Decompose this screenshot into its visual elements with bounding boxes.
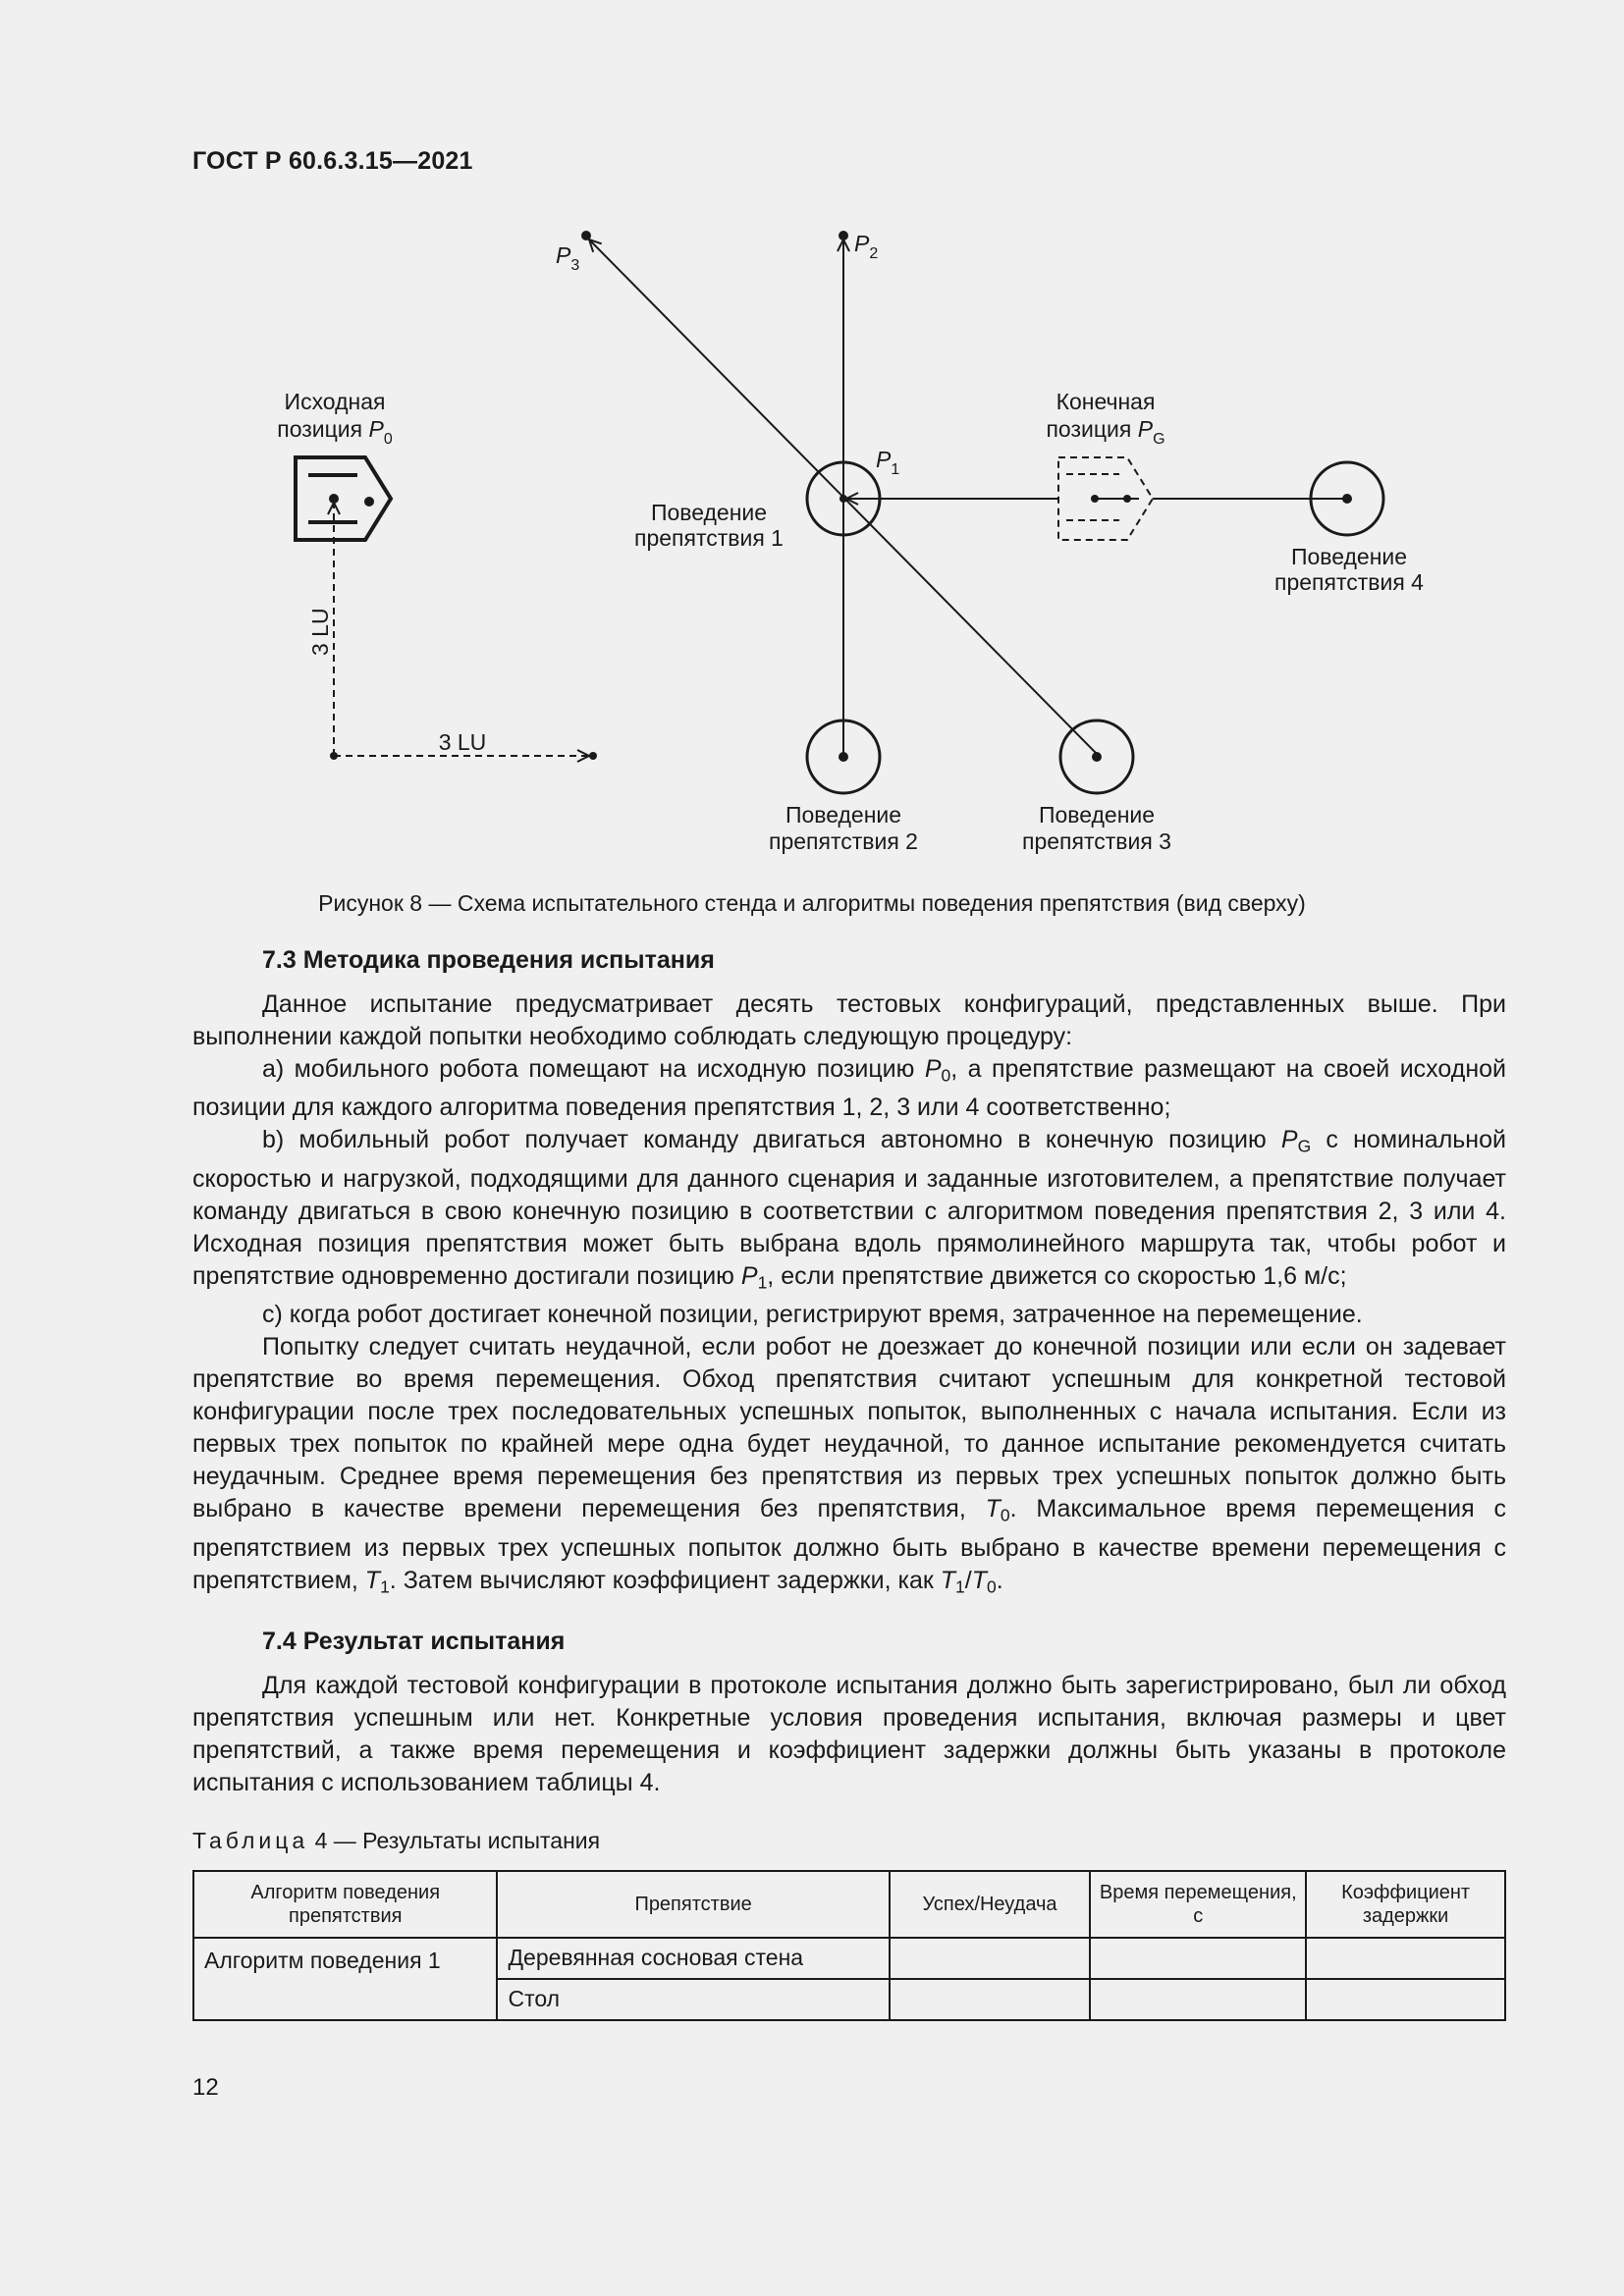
empty-cell <box>1090 1938 1306 1979</box>
empty-cell <box>1090 1979 1306 2020</box>
behavior-2-label-line1: Поведение <box>785 802 902 828</box>
behavior-1-label-line2: препятствия 1 <box>634 525 784 551</box>
behavior-3-point <box>1092 752 1102 762</box>
behavior-4-point <box>1342 494 1352 504</box>
behavior-4-label-line1: Поведение <box>1290 544 1408 569</box>
p1-point <box>839 495 847 503</box>
dimension-vertical-label: 3 LU <box>307 608 333 656</box>
obstacle-cell: Стол <box>497 1979 889 2020</box>
page-number: 12 <box>192 2074 219 2101</box>
behavior-2-point <box>839 752 848 762</box>
document-header: ГОСТ Р 60.6.3.15—2021 <box>192 147 473 175</box>
table-row <box>193 1938 1505 1979</box>
header-delay-coefficient: Коэффициент задержки <box>1306 1871 1505 1938</box>
procedure-step-b: b) мобильный робот получает команду двигаться автономно в конечную позицию $P_G$ с номинальной скоростью и нагрузкой, подходящими для данного сценария и заданные изготовителем, а препятствие получает команду двигаться в свою конечную позицию в соответствии с алгоритмом поведения препятствия 2, 3 или 4. Исходная позиция препятствия может быть выбрана вдоль прямолинейного маршрута так, чтобы робот и препятствие одновременно достигали позицию $P_1$, если препятствие движется со скоростью 1,6 м/с; <box>192 1126 1506 1293</box>
behavior-1-label-line1: Поведение <box>650 500 768 525</box>
behavior-3-label-line2: препятствия 3 <box>1022 828 1171 854</box>
start-label-line1: Исходная <box>284 389 386 414</box>
section-7-4-title: 7.4 Результат испытания <box>262 1627 566 1655</box>
header-algorithm: Алгоритм поведения препятствия <box>193 1871 497 1938</box>
document-body <box>192 944 1506 2021</box>
header-obstacle: Препятствие <box>497 1871 889 1938</box>
header-travel-time: Время перемещения, с <box>1090 1871 1306 1938</box>
failure-criteria-paragraph: Попытку следует считать неудачной, если робот не доезжает до конечной позиции или если он задевает препятствие во время перемещения. Обход препятствия считают успешным для конкретной тестовой конфигурации после трех последовательных успешных попыток, выполненных с начала испытания. Если из первых трех попыток по крайней мере одна будет неудачной, то данное испытание рекомендуется считать неудачным. Среднее время перемещения без препятствия из первых трех успешных попыток должно быть выбрано в качестве времени перемещения без препятствия, $T_0$. Максимальное время перемещения с препятствием из первых трех успешных попыток должно быть выбрано в качестве времени перемещения с препятствием, $T_1$. Затем вычисляют коэффициент задержки, как $T_1/T_0$. <box>192 1333 1506 1596</box>
header-success-failure: Успех/Неудача <box>890 1871 1091 1938</box>
section-7-3-title: 7.3 Методика проведения испытания <box>262 946 715 974</box>
empty-cell <box>890 1938 1091 1979</box>
behavior-3-label-line1: Поведение <box>1038 802 1156 828</box>
p3-label: $P_3$ <box>556 242 580 274</box>
goal-label-line2: позиция $P_G$ <box>1046 416 1165 448</box>
goal-robot-icon <box>1058 457 1153 540</box>
behavior-2-label-line2: препятствия 2 <box>769 828 918 854</box>
section-7-4-text: Для каждой тестовой конфигурации в протоколе испытания должно быть зарегистрировано, был ли обход препятствия успешным или нет. Конкретные условия проведения испытания, включая размеры и цвет препятствий, а также время перемещения и коэффициент задержки должны быть указаны в протоколе испытания с использованием таблицы 4. <box>192 1671 1506 1796</box>
goal-label-line1: Конечная <box>1056 389 1156 414</box>
p2-label: $P_2$ <box>854 231 879 262</box>
section-7-3-intro: Данное испытание предусматривает десять тестовых конфигураций, представленных выше. При выполнении каждой попытки необходимо соблюдать следующую процедуру: <box>192 990 1506 1050</box>
p1-label: $P_1$ <box>876 447 900 478</box>
empty-cell <box>1306 1979 1505 2020</box>
procedure-step-a: а) мобильного робота помещают на исходную позицию $P_0$, а препятствие размещают на своей исходной позиции для каждого алгоритма поведения препятствия 1, 2, 3 или 4 соответственно; <box>192 1055 1506 1122</box>
dimension-end-point <box>589 752 597 760</box>
p3-point <box>581 231 591 240</box>
empty-cell <box>1306 1938 1505 1979</box>
behavior-4-label-line2: препятствия 4 <box>1274 569 1424 595</box>
dimension-origin-point <box>330 752 338 760</box>
test-bench-diagram <box>0 0 1624 883</box>
start-robot-icon <box>296 457 391 540</box>
results-table <box>192 1870 1506 2021</box>
table-caption: Таблица 4 — Результаты испытания <box>192 1827 601 1853</box>
p2-point <box>839 231 848 240</box>
dimension-horizontal-label: 3 LU <box>438 729 487 755</box>
algorithm-cell: Алгоритм поведения 1 <box>193 1938 497 2020</box>
table-header-row <box>193 1871 1505 1938</box>
empty-cell <box>890 1979 1091 2020</box>
start-label-line2: позиция $P_0$ <box>277 416 393 448</box>
procedure-step-c: с) когда робот достигает конечной позиции, регистрируют время, затраченное на перемещение. <box>262 1301 1363 1329</box>
obstacle-cell: Деревянная сосновая стена <box>497 1938 889 1979</box>
figure-caption: Рисунок 8 — Схема испытательного стенда и алгоритмы поведения препятствия (вид сверху) <box>318 890 1306 916</box>
